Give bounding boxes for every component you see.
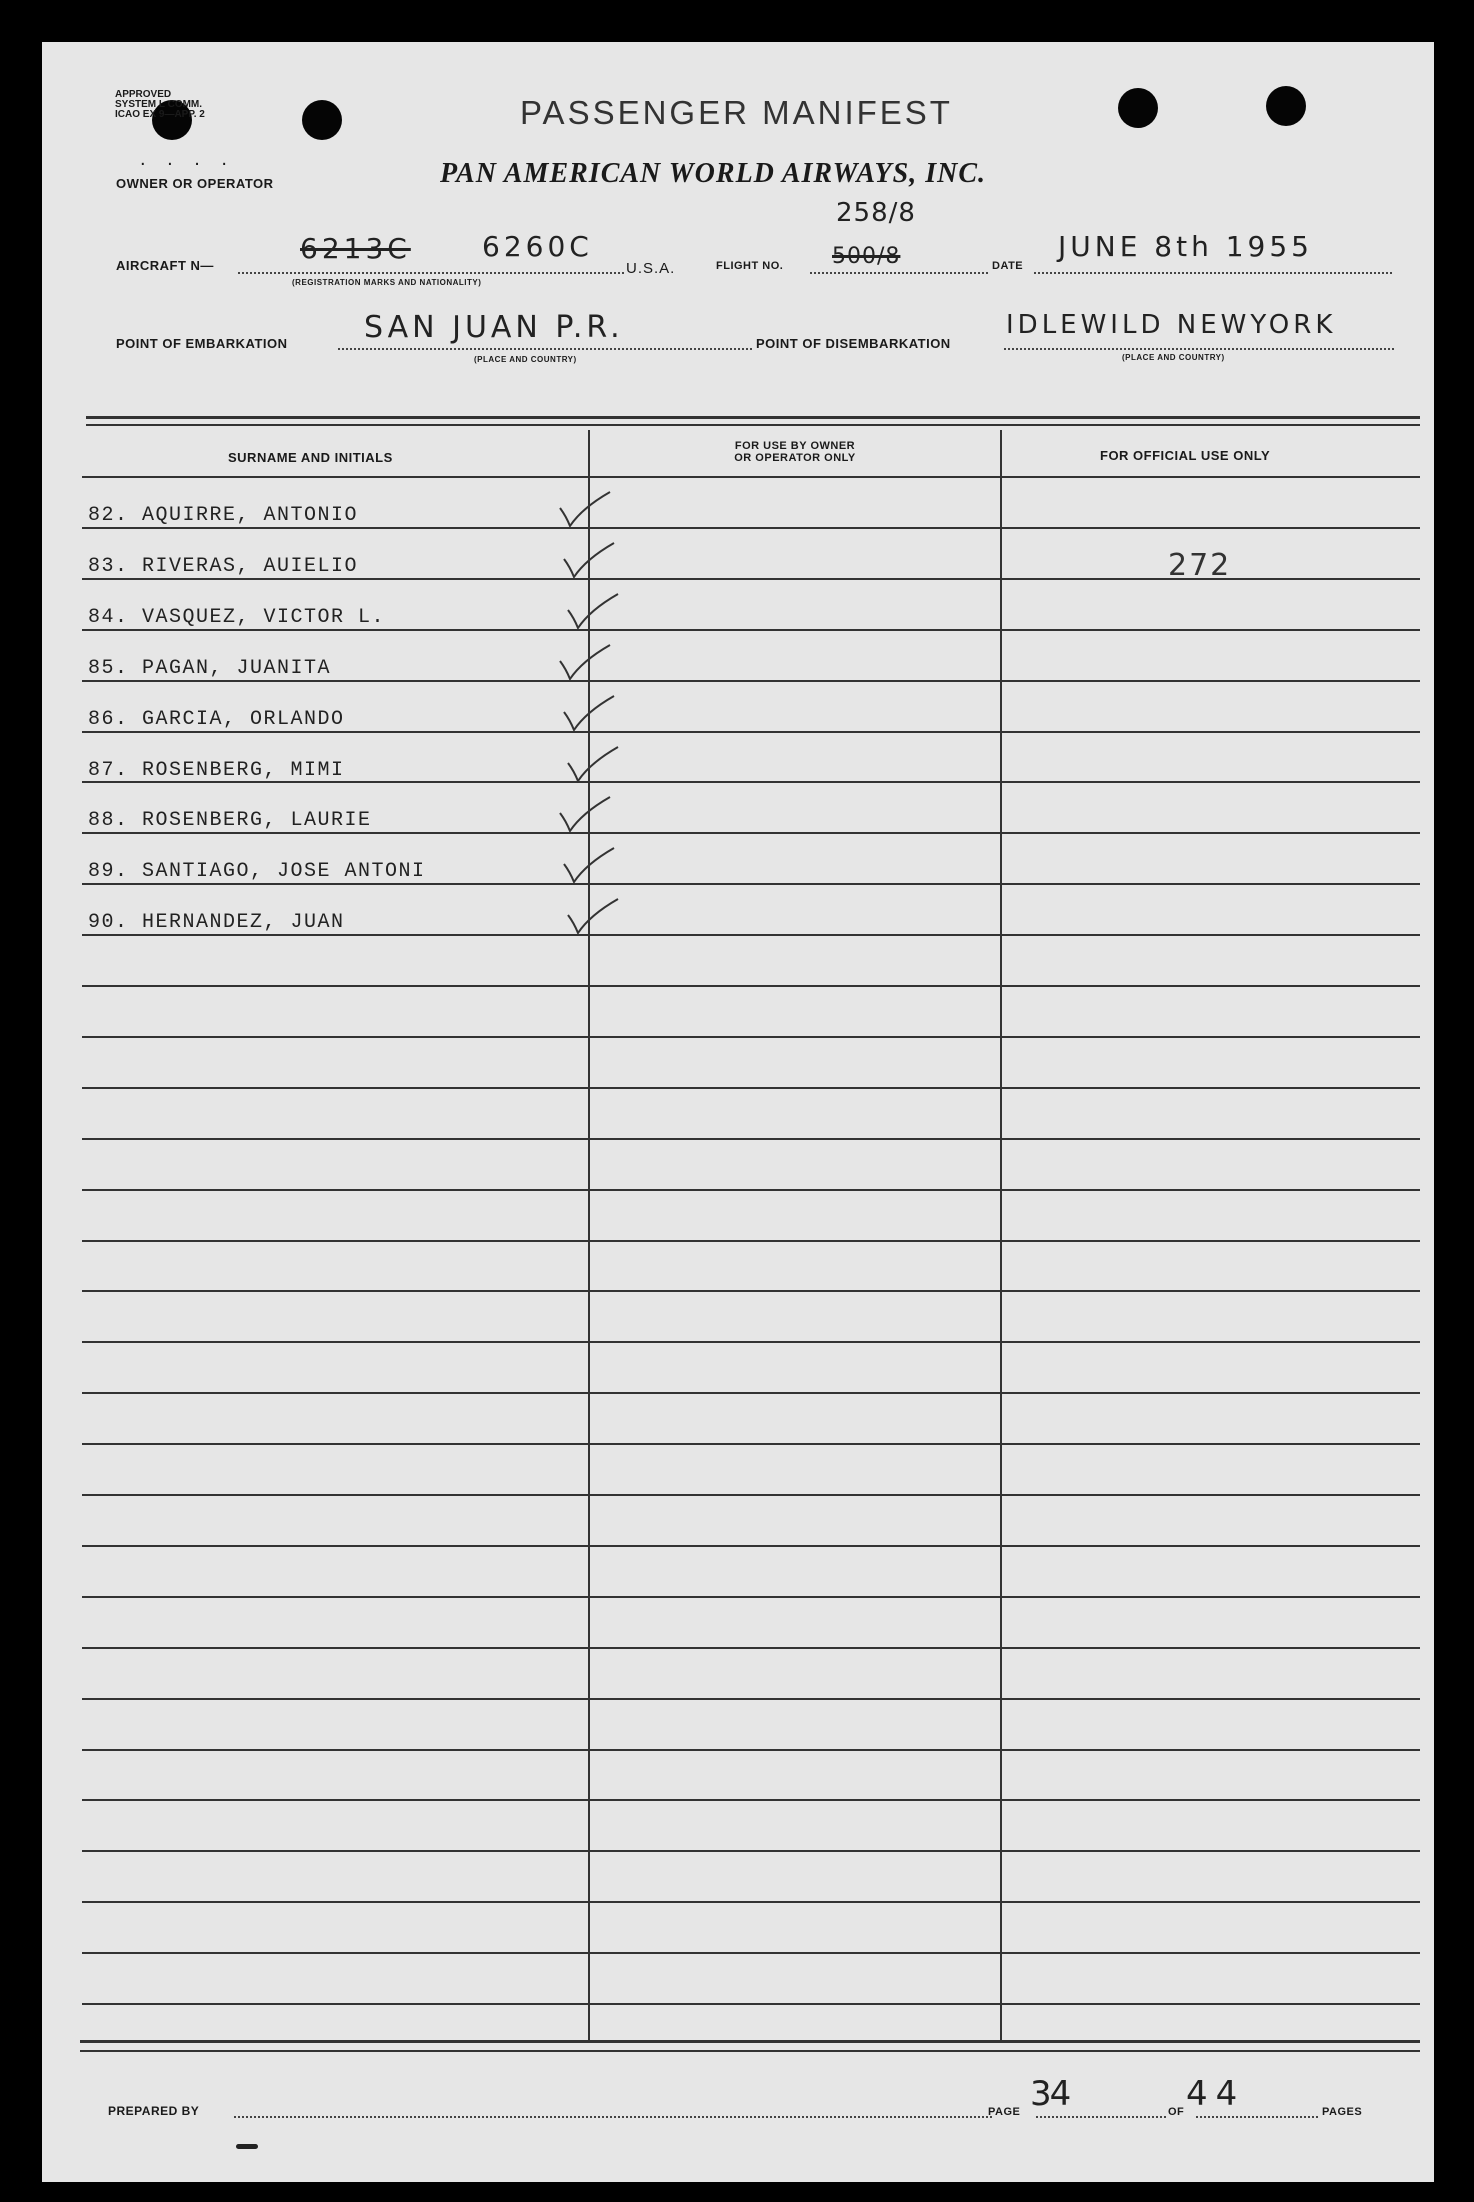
punch-hole	[1266, 86, 1306, 126]
aircraft-value: 6260C	[482, 230, 593, 263]
airline-name: PAN AMERICAN WORLD AIRWAYS, INC.	[440, 158, 987, 189]
table-top-rule	[86, 424, 1420, 426]
check-mark	[556, 795, 616, 835]
ruled-line	[82, 934, 1420, 936]
registration-caption: (REGISTRATION MARKS AND NATIONALITY)	[292, 278, 482, 287]
ruled-line	[82, 476, 1420, 478]
flight-struck-value: 500/8	[832, 244, 901, 269]
manifest-sheet	[42, 42, 1434, 2182]
page-underline	[1036, 2116, 1166, 2118]
ruled-line	[82, 680, 1420, 682]
check-mark	[564, 745, 624, 785]
passenger-entry: 83. RIVERAS, AUIELIO	[88, 555, 359, 578]
approved-text: SYSTEM L COMM.	[115, 99, 203, 110]
date-value: JUNE 8th 1955	[1058, 230, 1313, 263]
scan-mark	[236, 2144, 258, 2149]
punch-hole	[302, 100, 342, 140]
owner-label: OWNER OR OPERATOR	[116, 176, 274, 191]
approved-text: APPROVED	[115, 89, 172, 100]
ruled-line	[82, 1901, 1420, 1903]
check-mark	[564, 592, 624, 632]
ruled-line	[82, 1240, 1420, 1242]
ruled-line	[82, 1952, 1420, 1954]
ruled-line	[82, 1443, 1420, 1445]
table-bottom-rule	[80, 2050, 1420, 2052]
ruled-line	[82, 1494, 1420, 1496]
disembarkation-label: POINT OF DISEMBARKATION	[756, 336, 951, 351]
ruled-line	[82, 1087, 1420, 1089]
date-label: DATE	[992, 260, 1024, 272]
embarkation-underline	[338, 348, 752, 350]
passenger-entry: 87. ROSENBERG, MIMI	[88, 759, 345, 782]
check-mark	[556, 490, 616, 530]
column-header-operator	[600, 440, 990, 464]
passenger-entry: 90. HERNANDEZ, JUAN	[88, 911, 345, 934]
passenger-entry: 88. ROSENBERG, LAURIE	[88, 809, 372, 832]
ruled-line	[82, 985, 1420, 987]
ruled-line	[82, 832, 1420, 834]
aircraft-underline	[238, 272, 624, 274]
column-header-operator-line: FOR USE BY OWNER	[734, 440, 856, 452]
passenger-entry: 86. GARCIA, ORLANDO	[88, 708, 345, 731]
prepared-by-underline	[234, 2116, 992, 2118]
flight-label: FLIGHT NO.	[716, 260, 784, 272]
ruled-line	[82, 1647, 1420, 1649]
ruled-line	[82, 1138, 1420, 1140]
ruled-line	[82, 1189, 1420, 1191]
disembarkation-underline	[1004, 348, 1394, 350]
embarkation-label: POINT OF EMBARKATION	[116, 336, 288, 351]
date-underline	[1034, 272, 1392, 274]
column-header-surname: SURNAME AND INITIALS	[228, 450, 393, 465]
page-number: 34	[1030, 2074, 1070, 2114]
passenger-entry: 85. PAGAN, JUANITA	[88, 657, 332, 680]
check-mark	[564, 897, 624, 937]
table-top-rule	[86, 416, 1420, 419]
ruled-line	[82, 2003, 1420, 2005]
dots-decoration: . . . .	[140, 148, 235, 170]
ruled-line	[82, 1799, 1420, 1801]
ruled-line	[82, 1545, 1420, 1547]
check-mark	[556, 643, 616, 683]
ruled-line	[82, 1036, 1420, 1038]
ruled-line	[82, 629, 1420, 631]
ruled-line	[82, 883, 1420, 885]
aircraft-label: AIRCRAFT N—	[116, 258, 214, 273]
check-mark	[560, 694, 620, 734]
ruled-line	[82, 731, 1420, 733]
ruled-line	[82, 1290, 1420, 1292]
punch-hole	[1118, 88, 1158, 128]
aircraft-struck-value: 6213C	[300, 232, 411, 265]
table-bottom-rule	[80, 2040, 1420, 2043]
flight-underline	[810, 272, 988, 274]
check-mark	[560, 846, 620, 886]
page-label: PAGE	[988, 2106, 1021, 2118]
passenger-entry: 82. AQUIRRE, ANTONIO	[88, 504, 359, 527]
disembarkation-value: IDLEWILD NEWYORK	[1006, 310, 1337, 340]
of-label: OF	[1168, 2106, 1185, 2118]
official-note: 272	[1168, 548, 1232, 583]
column-header-operator-line: OR OPERATOR ONLY	[734, 452, 856, 464]
ruled-line	[82, 1341, 1420, 1343]
ruled-line	[82, 527, 1420, 529]
embarkation-caption: (PLACE AND COUNTRY)	[474, 355, 577, 364]
approval-stamp	[115, 90, 205, 120]
ruled-line	[82, 1392, 1420, 1394]
prepared-by-label: PREPARED BY	[108, 2104, 200, 2118]
passenger-entry: 84. VASQUEZ, VICTOR L.	[88, 606, 386, 629]
flight-value: 258/8	[836, 198, 916, 228]
disembarkation-caption: (PLACE AND COUNTRY)	[1122, 353, 1225, 362]
pages-label: PAGES	[1322, 2106, 1363, 2118]
page-title: PASSENGER MANIFEST	[520, 94, 953, 131]
total-pages: 44	[1186, 2074, 1246, 2114]
embarkation-value: SAN JUAN P.R.	[364, 310, 624, 345]
check-mark	[560, 541, 620, 581]
total-pages-underline	[1196, 2116, 1318, 2118]
ruled-line	[82, 1749, 1420, 1751]
usa-label: U.S.A.	[626, 260, 676, 277]
passenger-entry: 89. SANTIAGO, JOSE ANTONI	[88, 860, 426, 883]
approved-text: ICAO EX 9—APP. 2	[115, 109, 205, 120]
ruled-line	[82, 1596, 1420, 1598]
ruled-line	[82, 1850, 1420, 1852]
column-header-official: FOR OFFICIAL USE ONLY	[1100, 448, 1271, 463]
ruled-line	[82, 1698, 1420, 1700]
